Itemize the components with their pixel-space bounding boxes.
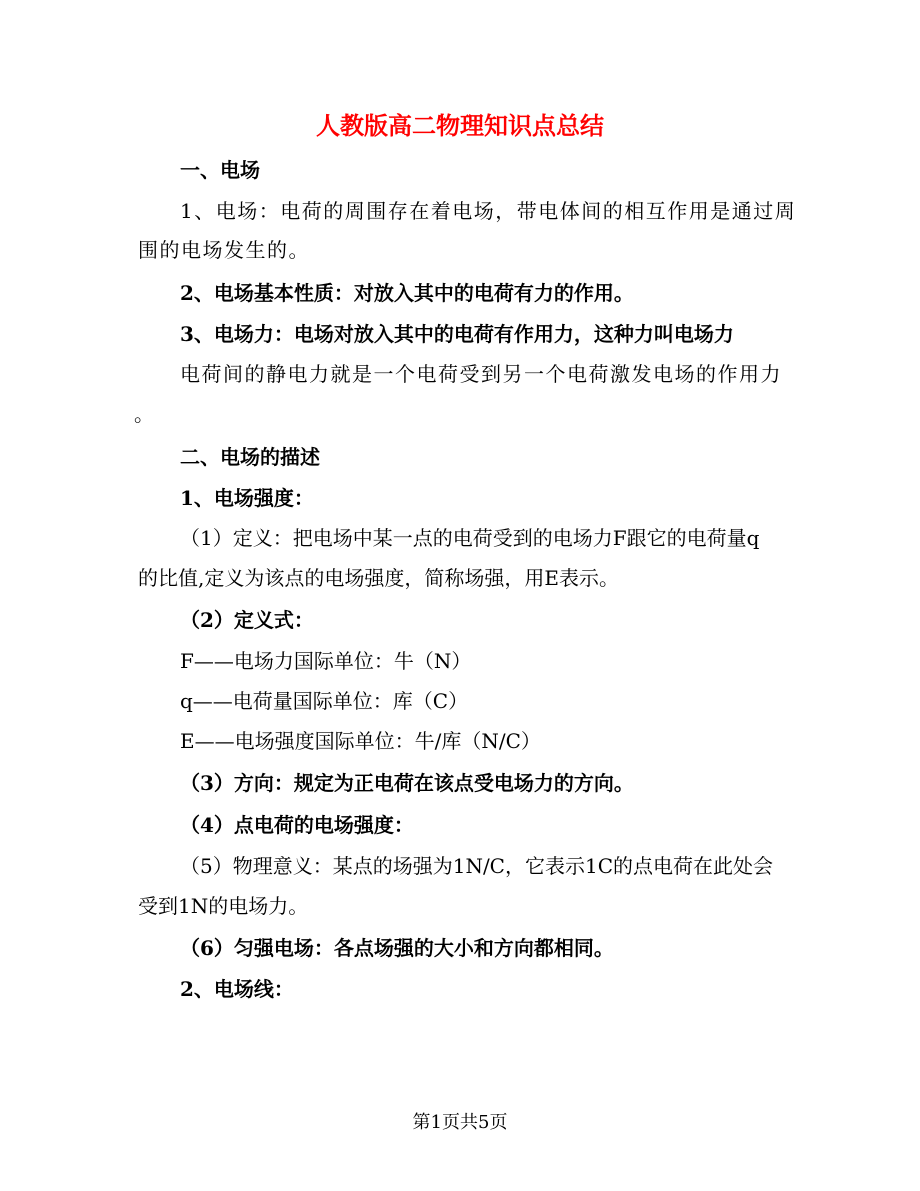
paragraph-line: 2、电场基本性质：对放入其中的电荷有力的作用。 — [180, 281, 634, 305]
formula-variable-line: q——电荷量国际单位：库（C） — [180, 689, 469, 713]
paragraph-line: （2）定义式： — [180, 608, 314, 632]
paragraph-line: 电荷间的静电力就是一个电荷受到另一个电荷激发电场的作用力 — [180, 362, 782, 386]
paragraph-line: 的比值,定义为该点的电场强度，简称场强，用E表示。 — [138, 566, 619, 590]
page-footer: 第1页共5页 — [412, 1112, 508, 1133]
paragraph-line: （3）方向：规定为正电荷在该点受电场力的方向。 — [180, 771, 634, 795]
paragraph-line: 1、电场：电荷的周围存在着电场，带电体间的相互作用是通过周 — [180, 199, 797, 223]
formula-variable-line: F——电场力国际单位：牛（N） — [180, 649, 472, 673]
section-heading-electric-field: 一、电场 — [180, 158, 260, 182]
paragraph-line: （6）匀强电场：各点场强的大小和方向都相同。 — [180, 936, 614, 960]
section-heading-field-description: 二、电场的描述 — [180, 445, 320, 469]
paragraph-line: 受到1N的电场力。 — [138, 894, 309, 918]
document-title: 人教版高二物理知识点总结 — [316, 111, 604, 140]
paragraph-line: （4）点电荷的电场强度： — [180, 813, 414, 837]
formula-variable-line: E——电场强度国际单位：牛/库（N/C） — [180, 729, 541, 753]
paragraph-line: 3、电场力：电场对放入其中的电荷有作用力，这种力叫电场力 — [180, 322, 734, 346]
paragraph-line: （5）物理意义：某点的场强为1N/C，它表示1C的点电荷在此处会 — [180, 854, 774, 878]
subsection-heading-field-lines: 2、电场线： — [180, 977, 294, 1001]
paragraph-line: 围的电场发生的。 — [138, 238, 310, 262]
subsection-heading-field-strength: 1、电场强度： — [180, 486, 314, 510]
paragraph-line: 。 — [134, 402, 154, 426]
paragraph-line: （1）定义：把电场中某一点的电荷受到的电场力F跟它的电荷量q — [180, 526, 760, 550]
